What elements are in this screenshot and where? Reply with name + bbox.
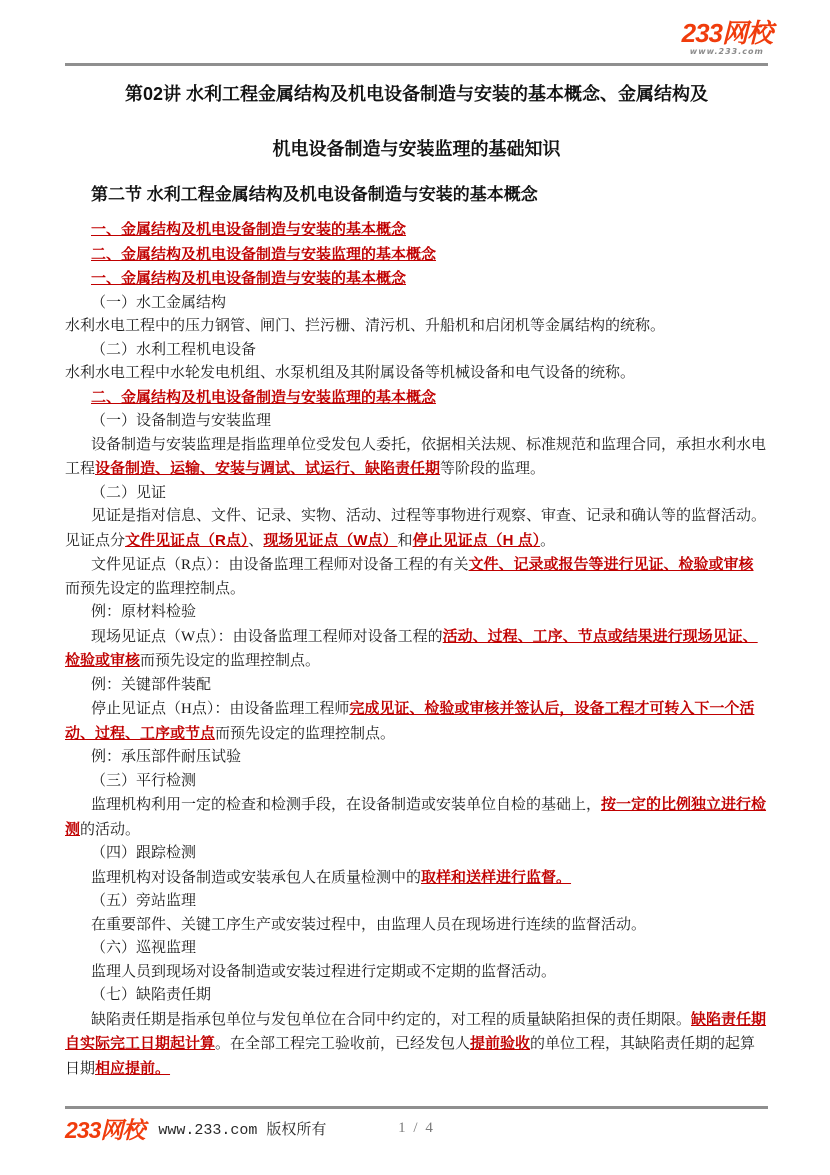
text-run: 监理人员到现场对设备制造或安装过程进行定期或不定期的监督活动。 (91, 963, 557, 980)
header-divider (65, 63, 768, 66)
text-run: 文件见证点（R点）：由设备监理工程师对设备工程的有关 (91, 557, 469, 573)
lecture-title (65, 82, 768, 161)
text-run: 而预先设定的监理控制点。 (140, 653, 321, 669)
text-run: （四）跟踪检测 (91, 845, 197, 861)
text-run: 监理机构对设备制造或安装承包人在质量检测中的 (91, 869, 422, 886)
page-number: 1 / 4 (398, 1120, 435, 1136)
red-emphasis: 现场见证点（W点） (263, 531, 398, 549)
sub-heading (65, 339, 768, 363)
text-run: 。 (540, 532, 556, 549)
text-run: 例：原材料检验 (91, 604, 197, 620)
sub-heading (65, 937, 768, 961)
brand-logo-url: www.233.com (689, 47, 764, 56)
toc-link-text[interactable]: 二、金属结构及机电设备制造与安装监理的基本概念 (91, 245, 437, 263)
sub-heading (65, 410, 768, 434)
red-emphasis: 文件、记录或报告等进行见证、检验或审核 (468, 556, 754, 573)
red-emphasis: 设备制造、运输、安装与调试、试运行、缺陷责任期 (95, 460, 441, 477)
paragraph-list (65, 218, 768, 1081)
text-run: 设备制造与安装监理是指监理单位受发包人委托，依据相关法规、标准规范和监理合同，承担水利水电工程 (65, 436, 767, 477)
paragraph (65, 505, 768, 553)
text-run: （三）平行检测 (91, 772, 197, 789)
red-emphasis: 完成见证、检验或审核并签认后，设备工程才可转入下一个活动、过程、工序或节点 (65, 700, 755, 742)
red-emphasis: 取样和送样进行监督。 (421, 868, 572, 886)
text-run: 在重要部件、关键工序生产或安装过程中，由监理人员在现场进行连续的监督活动。 (91, 916, 647, 933)
toc-link[interactable] (65, 243, 768, 268)
toc-link[interactable] (65, 267, 768, 292)
text-run: 现场见证点（W点）：由设备监理工程师对设备工程的 (91, 628, 443, 645)
section-heading: 第二节 水利工程金属结构及机电设备制造与安装的基本概念 (91, 185, 538, 204)
footer-brand-logo: 233网校 (65, 1117, 145, 1143)
sub-heading (65, 601, 768, 625)
paragraph (65, 625, 768, 674)
text-run: （一）设备制造与安装监理 (91, 413, 272, 429)
text-run: 例：关键部件装配 (91, 676, 212, 693)
paragraph (65, 315, 768, 339)
text-run: 而预先设定的监理控制点。 (65, 580, 246, 597)
text-run: （二）见证 (91, 484, 167, 501)
sub-heading (65, 482, 768, 506)
sub-heading (65, 746, 768, 770)
footer-divider (65, 1106, 768, 1109)
text-run: 监理机构利用一定的检查和检测手段，在设备制造或安装单位自检的基础上， (91, 797, 602, 813)
paragraph (65, 866, 768, 891)
paragraph (65, 961, 768, 985)
text-run: 。在全部工程完工验收前，已经发包人 (215, 1036, 471, 1052)
sub-heading (65, 674, 768, 698)
paragraph (65, 434, 768, 482)
brand-logo-text: 233网校 (681, 18, 772, 48)
paragraph (65, 553, 768, 601)
lecture-title-line2: 机电设备制造与安装监理的基础知识 (272, 139, 561, 159)
copyright-text: www.233.com 版权所有 (158, 1122, 327, 1139)
document-content (65, 82, 768, 1081)
red-emphasis: 提前验收 (470, 1035, 531, 1052)
red-emphasis: 相应提前。 (95, 1059, 171, 1077)
brand-logo (682, 20, 772, 56)
text-run: （五）旁站监理 (91, 893, 197, 909)
text-run: （六）巡视监理 (91, 940, 197, 956)
text-run: 例：承压部件耐压试验 (91, 749, 242, 765)
text-run: 见证是指对信息、文件、记录、实物、活动、过程等事物进行观察、审查、记录和确认等的监督活动。见证点分 (65, 508, 767, 549)
text-run: 和 (397, 532, 413, 549)
text-run: 停止见证点（H点）：由设备监理工程师 (91, 701, 350, 717)
text-run: （七）缺陷责任期 (91, 987, 212, 1003)
toc-link-text[interactable]: 一、金属结构及机电设备制造与安装的基本概念 (91, 221, 407, 238)
sub-heading (65, 770, 768, 794)
red-emphasis: 停止见证点（H 点） (412, 531, 541, 549)
toc-link[interactable] (65, 218, 768, 243)
paragraph (65, 362, 768, 386)
paragraph (65, 1008, 768, 1082)
text-run: 等阶段的监理。 (440, 461, 546, 477)
text-run: 缺陷责任期是指承包单位与发包单位在合同中约定的，对工程的质量缺陷担保的责任期限。 (91, 1011, 692, 1028)
red-emphasis: 文件见证点（R点） (125, 531, 249, 549)
sub-heading (65, 842, 768, 866)
text-run: 的单位工程，其缺陷责任期的起算日期 (65, 1036, 756, 1077)
text-run: 的活动。 (80, 821, 141, 838)
text-run: 、 (248, 532, 264, 549)
red-section-heading (65, 386, 768, 411)
sub-heading (65, 890, 768, 914)
text-run: （二）水利工程机电设备 (91, 341, 257, 358)
lecture-title-line1: 第02讲 水利工程金属结构及机电设备制造与安装的基本概念、金属结构及 (124, 84, 709, 104)
red-emphasis: 活动、过程、工序、节点或结果进行现场见证、检验或审核 (65, 627, 758, 669)
paragraph (65, 697, 768, 746)
footer-row (65, 1112, 768, 1146)
text-run: 水利水电工程中水轮发电机组、水泵机组及其附属设备等机械设备和电气设备的统称。 (65, 365, 636, 381)
toc-link-text[interactable]: 一、金属结构及机电设备制造与安装的基本概念 (91, 270, 407, 287)
paragraph (65, 793, 768, 842)
text-run: 水利水电工程中的压力钢管、闸门、拦污栅、清污机、升船机和启闭机等金属结构的统称。 (65, 318, 666, 334)
red-emphasis: 二、金属结构及机电设备制造与安装监理的基本概念 (91, 388, 437, 406)
sub-heading (65, 292, 768, 316)
text-run: 而预先设定的监理控制点。 (215, 725, 396, 742)
sub-heading (65, 984, 768, 1008)
paragraph (65, 914, 768, 938)
red-emphasis: 按一定的比例独立进行检测 (65, 796, 767, 838)
red-emphasis: 缺陷责任期自实际完工日期起计算 (65, 1010, 767, 1052)
text-run: （一）水工金属结构 (91, 294, 227, 311)
